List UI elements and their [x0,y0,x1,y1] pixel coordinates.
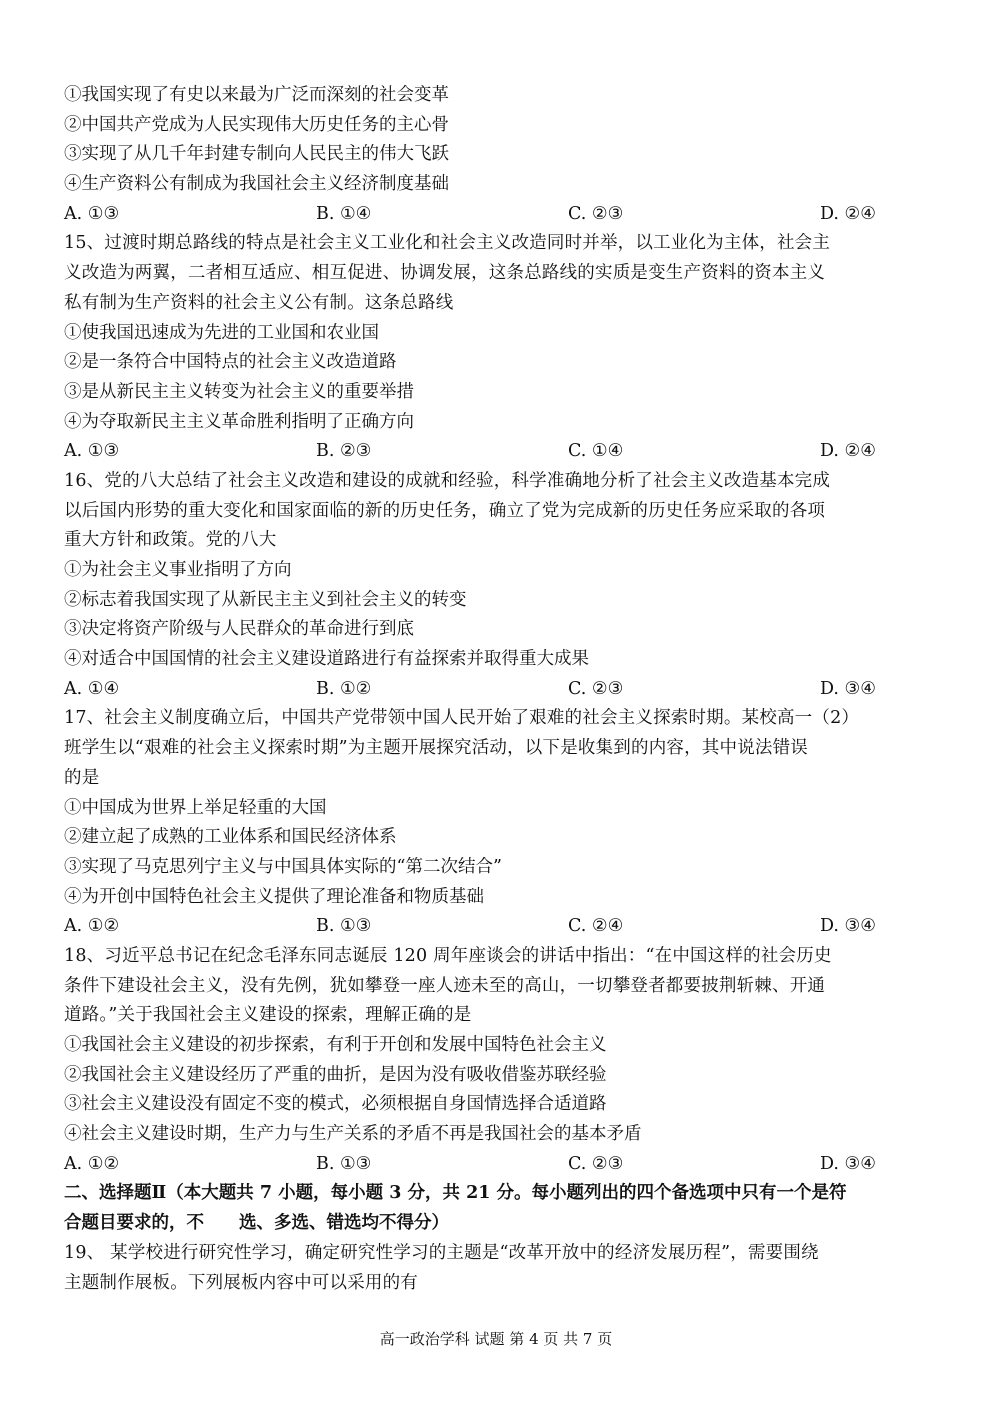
q15-item-2: ②是一条符合中国特点的社会主义改造道路 [64,352,397,373]
q16-choices [64,675,930,705]
q16-stem-line-3: 重大方针和政策。党的八大 [64,530,277,551]
q17-stem-line-1: 17、社会主义制度确立后，中国共产党带领中国人民开始了艰难的社会主义探索时期。某校高一（2） [64,708,860,729]
q17-choice-c: C. ②④ [568,916,624,937]
q15-item-4: ④为夺取新民主主义革命胜利指明了正确方向 [64,411,414,432]
q15-stem-line-2: 义改造为两翼，二者相互适应、相互促进、协调发展，这条总路线的实质是变生产资料的资本主义 [64,263,826,284]
q18-choice-b: B. ①③ [316,1153,372,1174]
q17-stem-line-2: 班学生以“艰难的社会主义探索时期”为主题开展探究活动，以下是收集到的内容，其中说法错误 [64,738,808,759]
q14-choice-b: B. ①④ [316,203,372,224]
q18-stem-line-1: 18、习近平总书记在纪念毛泽东同志诞辰 120 周年座谈会的讲话中指出：“在中国这样的社会历史 [64,945,832,966]
q15-stem-line-3: 私有制为生产资料的社会主义公有制。这条总路线 [64,292,454,313]
q15-stem-line-1: 15、过渡时期总路线的特点是社会主义工业化和社会主义改造同时并举，以工业化为主体，社会主 [64,233,831,254]
section-2-heading-line-1: 二、选择题Ⅱ（本大题共 7 小题，每小题 3 分，共 21 分。每小题列出的四个备选项中只有一个是符 [64,1183,847,1204]
q17-stem-line-3: 的是 [64,767,100,788]
q17-choice-d: D. ③④ [820,916,876,937]
q14-item-4: ④生产资料公有制成为我国社会主义经济制度基础 [64,174,449,195]
page-footer: 高一政治学科 试题 第 4 页 共 7 页 [379,1330,613,1348]
q14-choice-c: C. ②③ [568,203,624,224]
q14-choice-a: A. ①③ [64,203,120,224]
q16-item-3: ③决定将资产阶级与人民群众的革命进行到底 [64,619,414,640]
q19-stem-line-2: 主题制作展板。下列展板内容中可以采用的有 [64,1272,418,1293]
q14-item-1: ①我国实现了有史以来最为广泛而深刻的社会变革 [64,85,449,105]
q16-choice-a: A. ①④ [64,678,120,699]
q16-item-1: ①为社会主义事业指明了方向 [64,560,292,580]
q14-choice-d: D. ②④ [820,203,876,224]
q18-choice-d: D. ③④ [820,1153,876,1174]
q17-choices [64,912,930,942]
q15-item-3: ③是从新民主主义转变为社会主义的重要举措 [64,381,414,402]
q17-choice-a: A. ①② [64,916,120,937]
q15-choice-c: C. ①④ [568,441,624,462]
q15-item-1: ①使我国迅速成为先进的工业国和农业国 [64,322,379,343]
q16-stem-line-1: 16、党的八大总结了社会主义改造和建设的成就和经验，科学准确地分析了社会主义改造基本完成 [64,470,831,491]
q15-choices [64,437,930,467]
q18-choices [64,1150,930,1180]
q18-choice-c: C. ②③ [568,1153,624,1174]
q15-choice-a: A. ①③ [64,441,120,462]
q16-item-2: ②标志着我国实现了从新民主主义到社会主义的转变 [64,589,467,610]
q14-item-3: ③实现了从几千年封建专制向人民民主的伟大飞跃 [64,144,449,165]
q14-item-2: ②中国共产党成为人民实现伟大历史任务的主心骨 [64,114,449,135]
q18-item-1: ①我国社会主义建设的初步探索，有利于开创和发展中国特色社会主义 [64,1035,607,1055]
q15-choice-b: B. ②③ [316,441,372,462]
q16-stem-line-2: 以后国内形势的重大变化和国家面临的新的历史任务，确立了党为完成新的历史任务应采取的各项 [64,500,826,521]
q18-item-3: ③社会主义建设没有固定不变的模式，必须根据自身国情选择合适道路 [64,1094,607,1115]
section-2-heading-line-2: 合题目要求的，不 选、多选、错选均不得分） [64,1213,449,1234]
q14-choices [64,200,930,230]
q19-stem-line-1: 19、 某学校进行研究性学习，确定研究性学习的主题是“改革开放中的经济发展历程”，需要围绕 [64,1242,819,1263]
q17-item-4: ④为开创中国特色社会主义提供了理论准备和物质基础 [64,886,484,907]
question-column [64,81,930,1298]
q17-item-3: ③实现了马克思列宁主义与中国具体实际的“第二次结合” [64,856,502,877]
q18-stem-line-3: 道路。”关于我国社会主义建设的探索，理解正确的是 [64,1005,472,1026]
q18-choice-a: A. ①② [64,1153,120,1174]
q16-choice-d: D. ③④ [820,678,876,699]
q17-item-1: ①中国成为世界上举足轻重的大国 [64,797,327,818]
q16-choice-b: B. ①② [316,678,372,699]
q17-choice-b: B. ①③ [316,916,372,937]
q18-item-2: ②我国社会主义建设经历了严重的曲折，是因为没有吸收借鉴苏联经验 [64,1064,607,1085]
q18-item-4: ④社会主义建设时期，生产力与生产关系的矛盾不再是我国社会的基本矛盾 [64,1124,642,1145]
q15-choice-d: D. ②④ [820,441,876,462]
q17-item-2: ②建立起了成熟的工业体系和国民经济体系 [64,827,397,848]
q18-stem-line-2: 条件下建设社会主义，没有先例，犹如攀登一座人迹未至的高山，一切攀登者都要披荆斩棘、开通 [64,975,826,996]
q16-item-4: ④对适合中国国情的社会主义建设道路进行有益探索并取得重大成果 [64,649,589,670]
q16-choice-c: C. ②③ [568,678,624,699]
